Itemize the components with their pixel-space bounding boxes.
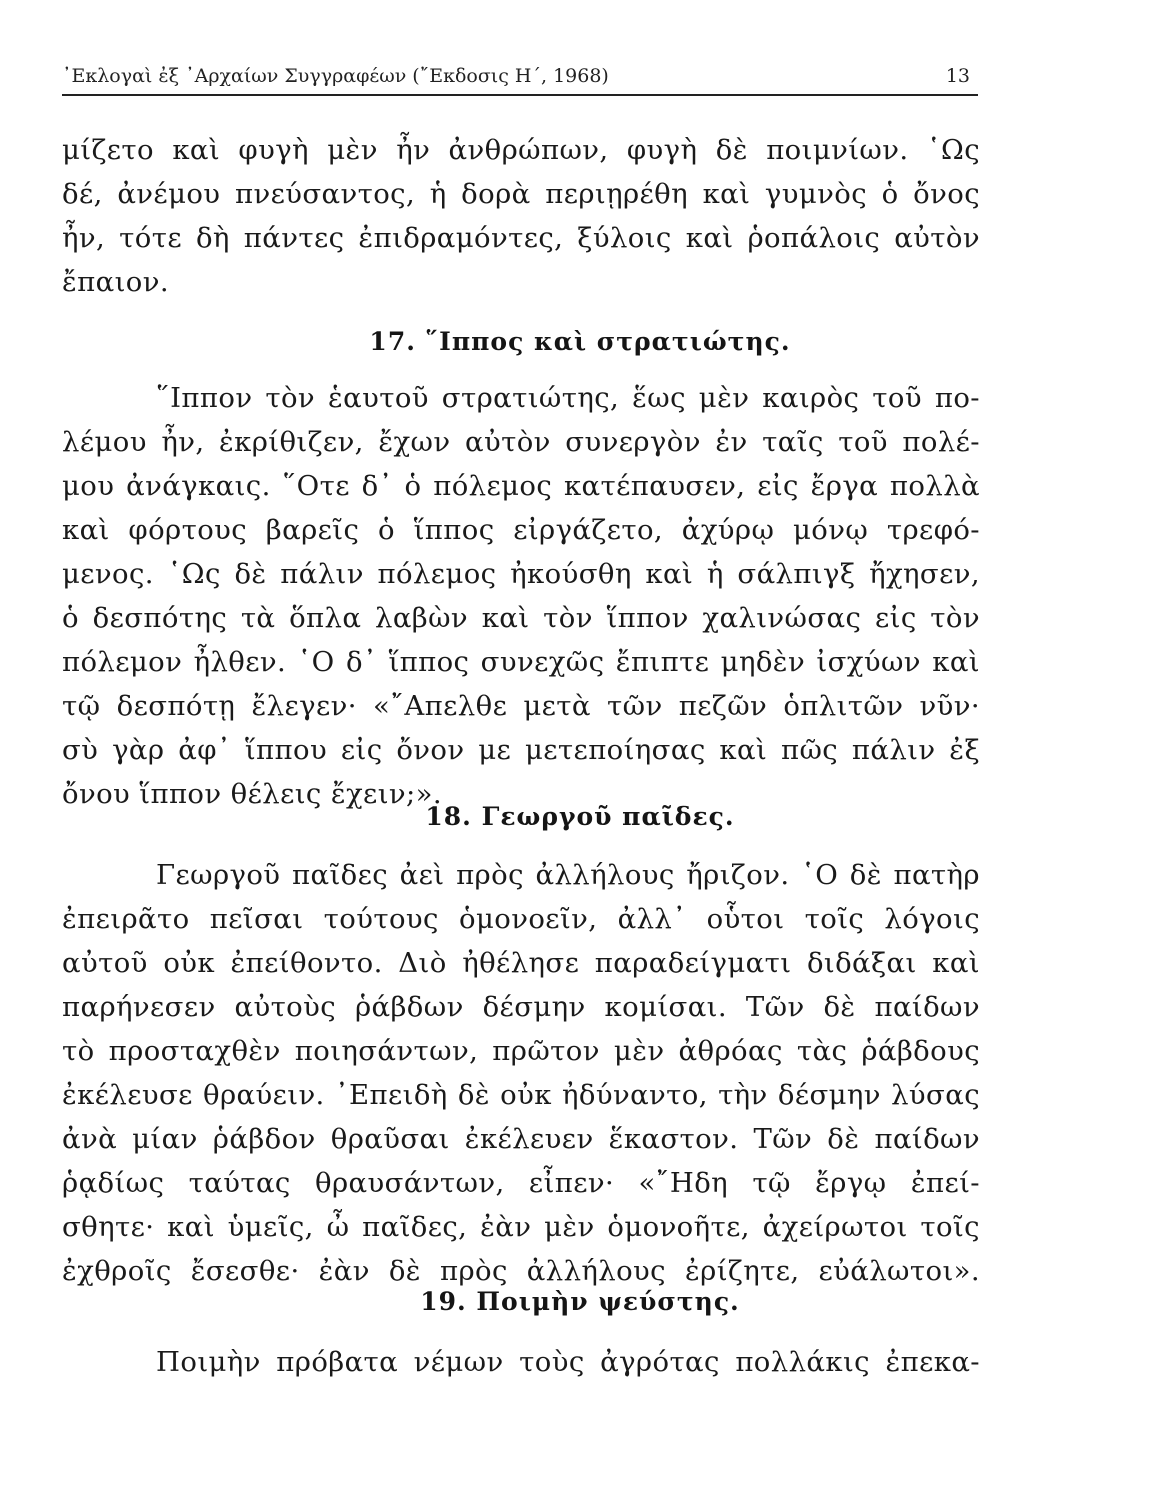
text-line: ῥᾳδίως ταύτας θραυσάντων, εἶπεν· «῎Ηδη τῷ ἔργῳ ἐπεί- xyxy=(62,1167,980,1199)
text-line: τὸ προσταχθὲν ποιησάντων, πρῶτον μὲν ἀθρόας τὰς ῥάβδους xyxy=(62,1035,980,1067)
text-line: πόλεμον ἦλθεν. ῾Ο δ᾿ ἵππος συνεχῶς ἔπιπτε μηδὲν ἰσχύων καὶ xyxy=(62,646,980,678)
text-line: ὁ δεσπότης τὰ ὅπλα λαβὼν καὶ τὸν ἵππον χαλινώσας εἰς τὸν xyxy=(62,602,980,634)
text-line: ἐκέλευσε θραύειν. ᾿Επειδὴ δὲ οὐκ ἠδύναντο, τὴν δέσμην λύσας xyxy=(62,1079,980,1111)
text-line: ἔπαιον. xyxy=(62,266,169,298)
fable-17-text xyxy=(62,376,980,816)
text-line: σὺ γὰρ ἀφ᾿ ἵππου εἰς ὄνον με μετεποίησας καὶ πῶς πάλιν ἐξ xyxy=(62,734,980,766)
text-line: καὶ φόρτους βαρεῖς ὁ ἵππος εἰργάζετο, ἀχύρῳ μόνῳ τρεφό- xyxy=(62,514,980,546)
text-line: σθητε· καὶ ὑμεῖς, ὦ παῖδες, ἐὰν μὲν ὁμονοῆτε, ἀχείρωτοι τοῖς xyxy=(62,1211,980,1243)
text-line: ἐχθροῖς ἔσεσθε· ἐὰν δὲ πρὸς ἀλλήλους ἐρίζητε, εὐάλωτοι». xyxy=(62,1255,980,1287)
fable-19-text xyxy=(62,1340,980,1384)
text-line: ὄνου ἵππον θέλεις ἔχειν;». xyxy=(62,778,443,810)
text-line: ἀνὰ μίαν ῥάβδον θραῦσαι ἐκέλευεν ἕκαστον. Τῶν δὲ παίδων xyxy=(62,1123,980,1155)
text-line: μου ἀνάγκαις. ῞Οτε δ᾿ ὁ πόλεμος κατέπαυσεν, εἰς ἔργα πολλὰ xyxy=(62,470,980,502)
text-line: λέμου ἦν, ἐκρίθιζεν, ἔχων αὐτὸν συνεργὸν ἐν ταῖς τοῦ πολέ- xyxy=(62,426,980,458)
text-line: τῷ δεσπότῃ ἔλεγεν· «῎Απελθε μετὰ τῶν πεζῶν ὁπλιτῶν νῦν· xyxy=(62,690,980,722)
running-title: ᾿Εκλογαὶ ἐξ ᾿Αρχαίων Συγγραφέων (῎Εκδοσις Η΄, 1968) xyxy=(62,65,609,87)
text-line: ῞Ιππον τὸν ἑαυτοῦ στρατιώτης, ἕως μὲν καιρὸς τοῦ πο- xyxy=(156,382,980,414)
text-line: ἦν, τότε δὴ πάντες ἐπιδραμόντες, ξύλοις καὶ ῥοπάλοις αὐτὸν xyxy=(62,222,980,254)
text-line: μίζετο καὶ φυγὴ μὲν ἦν ἀνθρώπων, φυγὴ δὲ ποιμνίων. ῾Ως xyxy=(62,134,980,166)
fable-18-text xyxy=(62,853,980,1293)
text-line: αὐτοῦ οὐκ ἐπείθοντο. Διὸ ἠθέλησε παραδείγματι διδάξαι καὶ xyxy=(62,947,980,979)
page-number: 13 xyxy=(945,65,970,87)
section-heading-19: 19. Ποιμὴν ψεύστης. xyxy=(420,1287,740,1316)
text-line: δέ, ἀνέμου πνεύσαντος, ἡ δορὰ περιῃρέθη καὶ γυμνὸς ὁ ὄνος xyxy=(62,178,980,210)
text-line: ἐπειρᾶτο πεῖσαι τούτους ὁμονοεῖν, ἀλλ᾿ οὗτοι τοῖς λόγοις xyxy=(62,903,980,935)
text-line: παρήνεσεν αὐτοὺς ῥάβδων δέσμην κομίσαι. Τῶν δὲ παίδων xyxy=(62,991,980,1023)
section-heading-18: 18. Γεωργοῦ παῖδες. xyxy=(425,802,735,831)
section-heading-17: 17. ῞Ιππος καὶ στρατιώτης. xyxy=(369,327,791,356)
text-line: μενος. ῾Ως δὲ πάλιν πόλεμος ἠκούσθη καὶ ἡ σάλπιγξ ἤχησεν, xyxy=(62,558,980,590)
text-line: Ποιμὴν πρόβατα νέμων τοὺς ἀγρότας πολλάκις ἐπεκα- xyxy=(156,1346,980,1378)
page-header xyxy=(62,58,978,96)
text-line: Γεωργοῦ παῖδες ἀεὶ πρὸς ἀλλήλους ἤριζον. ῾Ο δὲ πατὴρ xyxy=(156,859,980,891)
continued-fable-text xyxy=(62,128,980,304)
